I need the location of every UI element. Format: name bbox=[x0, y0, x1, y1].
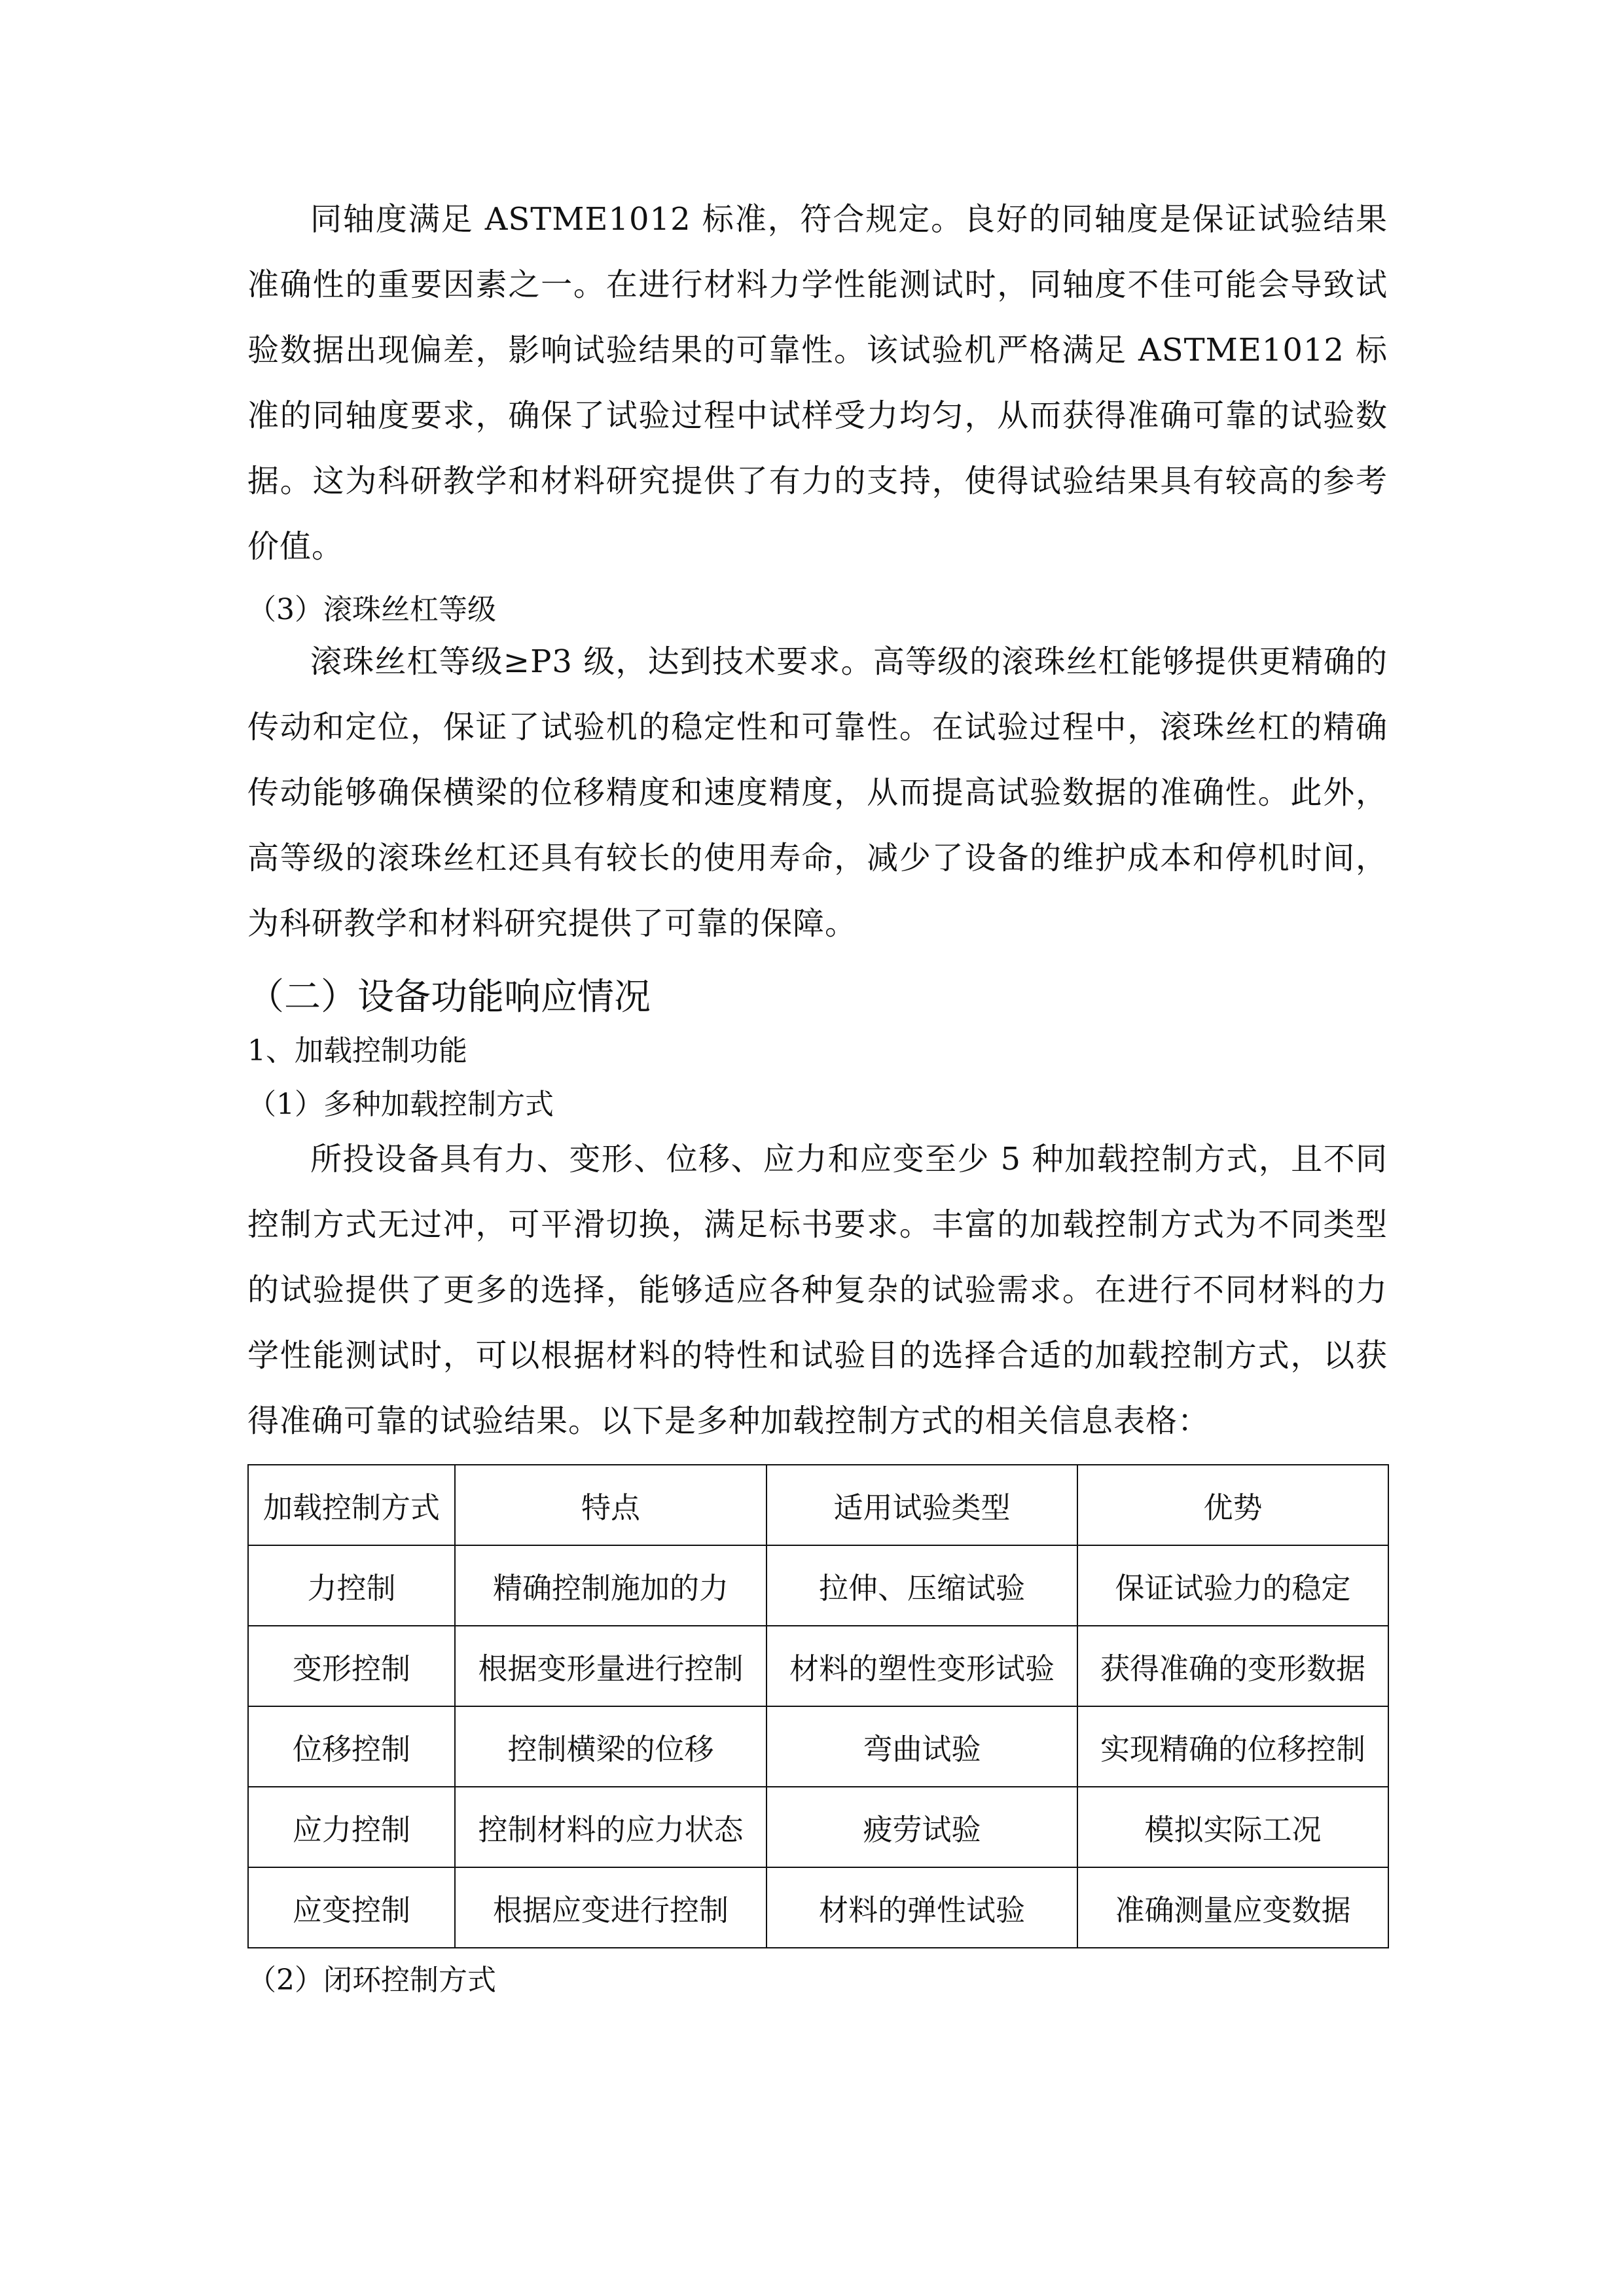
table-cell: 根据应变进行控制 bbox=[455, 1867, 767, 1948]
table-header-cell: 适用试验类型 bbox=[767, 1465, 1077, 1545]
table-cell: 拉伸、压缩试验 bbox=[767, 1545, 1077, 1626]
table-row bbox=[248, 1545, 1388, 1626]
control-modes-table bbox=[247, 1464, 1389, 1948]
subheading-ball-screw-grade: （3）滚珠丝杠等级 bbox=[247, 593, 496, 626]
table-row bbox=[248, 1787, 1388, 1867]
table-cell: 应变控制 bbox=[248, 1867, 455, 1948]
table-header-cell: 特点 bbox=[455, 1465, 767, 1545]
table-cell: 模拟实际工况 bbox=[1077, 1787, 1388, 1867]
table-cell: 保证试验力的稳定 bbox=[1077, 1545, 1388, 1626]
section-title: （二）设备功能响应情况 bbox=[247, 976, 651, 1018]
table-cell: 弯曲试验 bbox=[767, 1706, 1077, 1787]
table-row bbox=[248, 1867, 1388, 1948]
table-cell: 获得准确的变形数据 bbox=[1077, 1626, 1388, 1706]
table-cell: 力控制 bbox=[248, 1545, 455, 1626]
table-header-cell: 优势 bbox=[1077, 1465, 1388, 1545]
subheading-multiple-modes: （1）多种加载控制方式 bbox=[247, 1088, 554, 1121]
table-cell: 控制横梁的位移 bbox=[455, 1706, 767, 1787]
table-cell: 位移控制 bbox=[248, 1706, 455, 1787]
table-cell: 根据变形量进行控制 bbox=[455, 1626, 767, 1706]
table-cell: 准确测量应变数据 bbox=[1077, 1867, 1388, 1948]
paragraph-control-modes: 所投设备具有力、变形、位移、应力和应变至少 5 种加载控制方式，且不同控制方式无过冲，可平滑切换，满足标书要求。丰富的加载控制方式为不同类型的试验提供了更多的选择，能够适应各种复杂的试验需求。在进行不同材料的力学性能测试时，可以根据材料的特性和试验目的选择合适的加载控制方式，以获得准确可靠的试验结果。以下是多种加载控制方式的相关信息表格： bbox=[247, 1141, 1388, 1439]
table-cell: 疲劳试验 bbox=[767, 1787, 1077, 1867]
document-page bbox=[247, 187, 1388, 2007]
paragraph-ball-screw: 滚珠丝杠等级≥P3 级，达到技术要求。高等级的滚珠丝杠能够提供更精确的传动和定位，保证了试验机的稳定性和可靠性。在试验过程中，滚珠丝杠的精确传动能够确保横梁的位移精度和速度精度，从而提高试验数据的准确性。此外，高等级的滚珠丝杠还具有较长的使用寿命，减少了设备的维护成本和停机时间，为科研教学和材料研究提供了可靠的保障。 bbox=[247, 643, 1388, 942]
paragraph-coaxiality: 同轴度满足 ASTME1012 标准，符合规定。良好的同轴度是保证试验结果准确性的重要因素之一。在进行材料力学性能测试时，同轴度不佳可能会导致试验数据出现偏差，影响试验结果的可靠性。该试验机严格满足 ASTME1012 标准的同轴度要求，确保了试验过程中试样受力均匀，从而获得准确可靠的试验数据。这为科研教学和材料研究提供了有力的支持，使得试验结果具有较高的参考价值。 bbox=[247, 201, 1388, 565]
table-header-row bbox=[248, 1465, 1388, 1545]
table-cell: 精确控制施加的力 bbox=[455, 1545, 767, 1626]
table-cell: 应力控制 bbox=[248, 1787, 455, 1867]
table-header-cell: 加载控制方式 bbox=[248, 1465, 455, 1545]
table-cell: 实现精确的位移控制 bbox=[1077, 1706, 1388, 1787]
subheading-closed-loop: （2）闭环控制方式 bbox=[247, 1964, 496, 1997]
table-row bbox=[248, 1626, 1388, 1706]
table-cell: 材料的弹性试验 bbox=[767, 1867, 1077, 1948]
table-cell: 材料的塑性变形试验 bbox=[767, 1626, 1077, 1706]
table-cell: 控制材料的应力状态 bbox=[455, 1787, 767, 1867]
table-row bbox=[248, 1706, 1388, 1787]
table-cell: 变形控制 bbox=[248, 1626, 455, 1706]
subheading-loading-control: 1、加载控制功能 bbox=[247, 1034, 467, 1067]
